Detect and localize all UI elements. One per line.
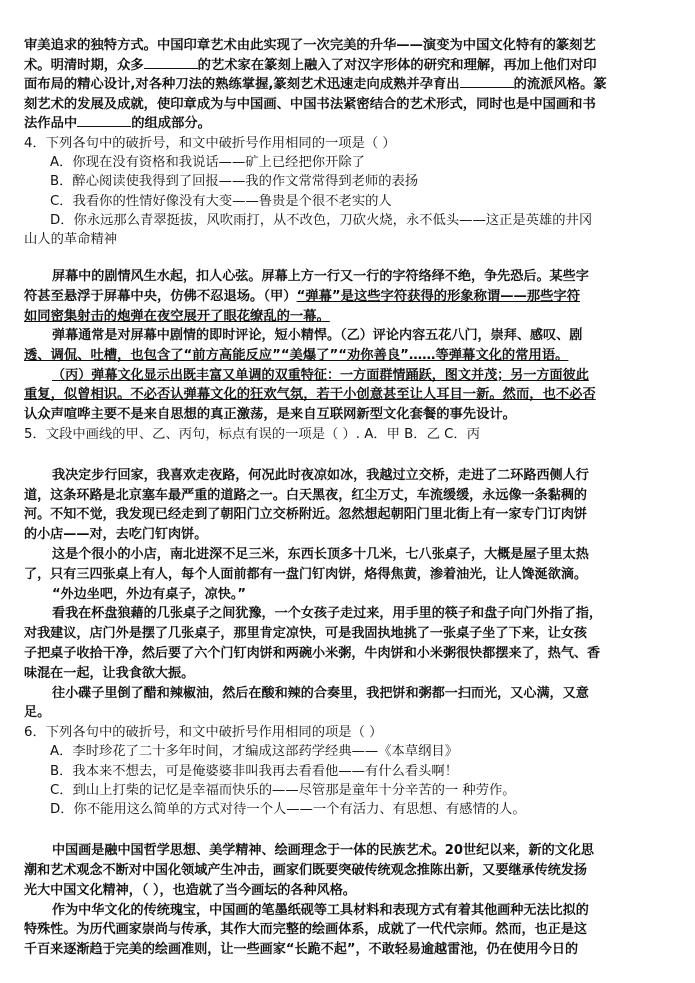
text-line: 味混在一起，让我食欲大振。 <box>24 665 195 681</box>
question-4 <box>24 134 672 249</box>
underlined-sentence-bing-end: 重复，似曾相识。不必否认弹幕文化的狂欢气氛，若干小创意甚至让人耳目一新。然而，也不必否 <box>24 387 596 403</box>
underlined-sentence-jia-end: 如同密集射击的炮弹在夜空展开了眼花缭乱的一幕。 <box>24 308 330 324</box>
text-line: 我决定步行回家，我喜欢走夜路，何况此时夜凉如冰，我越过立交桥，走进了二环路西侧人行 <box>52 467 589 483</box>
text-line: 了，只有三四张桌上有人，每个人面前都有一盘门钉肉饼，烙得焦黄，渗着油光，让人馋涎欲滴。 <box>24 566 588 582</box>
exam-page <box>24 36 672 960</box>
danmaku-passage <box>24 267 672 424</box>
underlined-sentence-jia: “弹幕”是这些字符获得的形象称谓——那些字符 <box>296 288 581 304</box>
text-line: 这是个很小的小店，南北进深不足三米，东西长顶多十几米，七八张桌子，大概是屋子里太热 <box>52 546 589 562</box>
text-line: 屏幕中的剧情风生水起，扣人心弦。屏幕上方一行又一行的字符络绎不绝，争先恐后。某些字 <box>52 269 589 285</box>
underlined-sentence-yi: 透、调侃、吐槽，也包含了“前方高能反应”“美爆了”“劝你善良”……等弹幕文化的常用语。 <box>24 347 569 363</box>
question-5-stem: 5．文段中画线的甲、乙、丙句，标点有误的一项是（ ）. A．甲 B．乙 C．丙 <box>24 426 481 442</box>
text-line: 中国画是融中国哲学思想、美学精神、绘画理念于一体的民族艺术。20世纪以来，新的文化思 <box>52 843 594 859</box>
option-c[interactable]: C．我看你的性情好像没有大变——鲁贵是个很不老实的人 <box>50 193 392 209</box>
text-line: 光大中国文化精神，（ ），也造就了当今画坛的各种风格。 <box>24 882 356 898</box>
text-line: “外边坐吧，外边有桌子，凉快。” <box>52 586 246 602</box>
text-line: 法作品中 的组成部分。 <box>24 116 211 132</box>
text-line: 弹幕通常是对屏幕中剧情的即时评论，短小精悍。（乙）评论内容五花八门，崇拜、感叹、剧 <box>52 328 583 344</box>
option-a[interactable]: A．李时珍花了二十多年时间，才编成这部药学经典——《本草纲目》 <box>50 744 459 760</box>
underlined-sentence-bing: （丙）弹幕文化显示出既丰富又单调的双重特征：一方面群情踊跃，图文并茂；另一方面彼此 <box>52 367 589 383</box>
text-line: 符甚至悬浮于屏幕中央，仿佛不忍退场。（甲）“弹幕”是这些字符获得的形象称谓——那些字符 <box>24 288 581 304</box>
option-d[interactable]: D．你不能用这么简单的方式对待一个人——一个有活力、有思想、有感情的人。 <box>50 801 526 817</box>
fill-blank[interactable] <box>144 56 198 69</box>
text-line: 潮和艺术观念不断对中国化领域产生冲击，画家们既要突破传统观念推陈出新，又要继承传统发扬 <box>24 862 588 878</box>
meat-pie-passage <box>24 466 672 723</box>
question-stem: 4．下列各句中的破折号，和文中破折号作用相同的一项是（ ） <box>24 135 396 151</box>
text-line: 认众声喧哗主要不是来自思想的真正激荡，是来自互联网新型文化套餐的事先设计。 <box>24 406 516 422</box>
text-line: 审美追求的独特方式。中国印章艺术由此实现了一次完美的升华——演变为中国文化特有的篆刻艺 <box>24 38 596 53</box>
text-line: 刻艺术的发展及成就，使印章成为与中国画、中国书法紧密结合的艺术形式，同时也是中国画和书 <box>24 96 596 112</box>
fill-blank[interactable] <box>460 75 514 88</box>
option-d-continued: 山人的革命精神 <box>24 231 118 247</box>
option-b[interactable]: B．我本来不想去，可是俺婆婆非叫我再去看看他——有什么看头啊！ <box>50 763 459 779</box>
seal-art-passage <box>24 36 672 134</box>
text-line: 的小店——对，去吃门钉肉饼。 <box>24 527 208 543</box>
text-line: 看我在杯盘狼藉的几张桌子之间犹豫，一个女孩子走过来，用手里的筷子和盘子向门外指了指， <box>52 606 602 622</box>
option-a[interactable]: A．你现在没有资格和我说话——矿上已经把你开除了 <box>50 155 365 171</box>
question-6 <box>24 723 672 819</box>
text-line: 千百来逐渐趋于完美的绘画准则，让一些画家“长跪不起”，不敢轻易逾越雷池，仍在使用今日的 <box>24 942 579 958</box>
option-c[interactable]: C．到山上打柴的记忆是幸福而快乐的——尽管那是童年十分辛苦的一 种劳作。 <box>50 782 516 798</box>
option-b[interactable]: B．醉心阅读使我得到了回报——我的作文常常得到老师的表扬 <box>50 174 419 190</box>
text-line: 术。明清时期，众多 的艺术家在篆刻上融入了对汉字形体的研究和理解，再加上他们对印 <box>24 57 597 73</box>
question-stem: 6．下列各句中的破折号，和文中破折号作用相同的项是（ ） <box>24 725 383 741</box>
text-line: 子把桌子收拾干净，然后要了六个门钉肉饼和两碗小米粥，牛肉饼和小米粥很快都摆来了，热气、香 <box>24 645 601 661</box>
text-line: 足。 <box>24 705 51 721</box>
text-line: 河。不知不觉，我发现已经走到了朝阳门立交桥附近。忽然想起朝阳门里北街上有一家专门订肉饼 <box>24 507 588 523</box>
text-line: 特殊性。为历代画家崇尚与传承，其作大而完整的绘画体系，成就了一代代宗师。然而，也正是这 <box>24 922 588 938</box>
text-line: 道，这条环路是北京塞车最严重的道路之一。白天黑夜，红尘万丈，车流缓缓，永远像一条黏稠的 <box>24 487 588 503</box>
option-d[interactable]: D．你永远那么青翠挺拔，风吹雨打，从不改色，刀砍火烧，永不低头——这正是英雄的井冈 <box>50 212 593 228</box>
text-line: 对我建议，店门外是摆了几张桌子，那里肯定凉快，可是我固执地挑了一张桌子坐了下来，让女孩 <box>24 626 588 642</box>
text-line: 作为中华文化的传统瑰宝，中国画的笔墨纸砚等工具材料和表现方式有着其他画种无法比拟的 <box>52 902 589 918</box>
chinese-painting-passage <box>24 841 672 960</box>
text-line: 往小碟子里倒了醋和辣椒油，然后在酸和辣的合奏里，我把饼和粥都一扫而光，又心满，又意 <box>52 685 589 701</box>
text-line: 面布局的精心设计,对各种刀法的熟练掌握,篆刻艺术迅速走向成熟并孕育出 的流派风格。篆 <box>24 77 607 93</box>
fill-blank[interactable] <box>77 114 131 127</box>
